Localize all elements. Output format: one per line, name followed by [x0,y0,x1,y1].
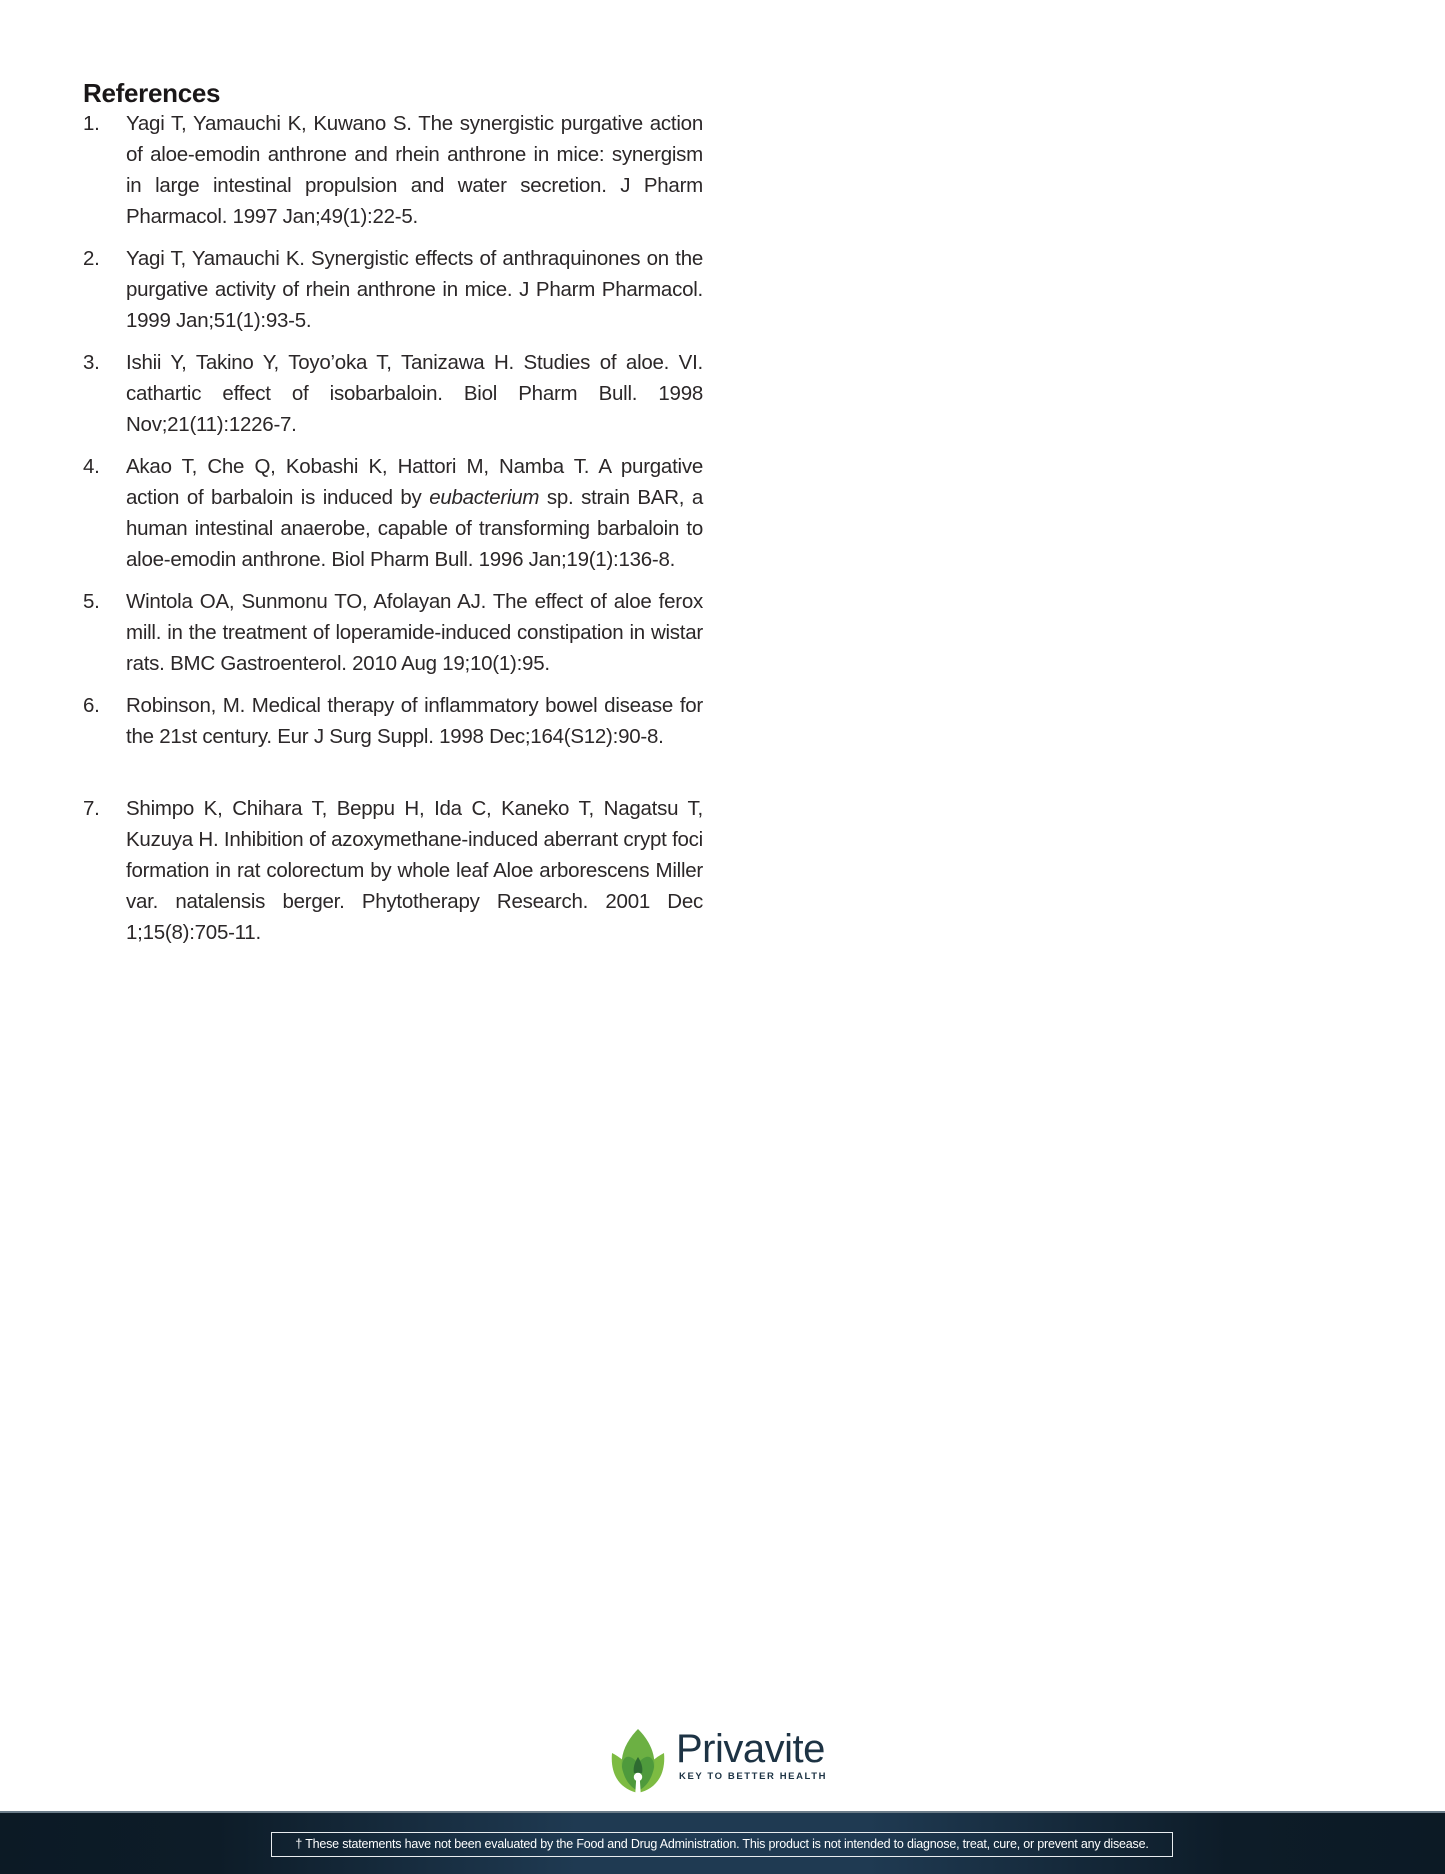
reference-item-1 [83,108,703,232]
species-name-italic: eubacterium [429,486,540,509]
reference-item-2 [83,243,703,336]
reference-number: 2. [83,247,100,270]
brand-tagline: KEY TO BETTER HEALTH [679,1771,828,1782]
reference-item-7 [83,793,703,948]
reference-number: 4. [83,455,100,478]
leaf-keyhole-icon [610,1727,666,1795]
reference-list [83,108,703,948]
reference-text: Yagi T, Yamauchi K. Synergistic effects of anthraquinones on the purgative activity of rhein anthrone in mice. J Pharm Pharmacol. 1999 Jan;51(1):93-5. [126,247,703,332]
reference-item-3 [83,347,703,440]
privavite-logo [610,1727,827,1795]
reference-number: 1. [83,112,100,135]
reference-number: 6. [83,694,100,717]
reference-text: Yagi T, Yamauchi K, Kuwano S. The synergistic purgative action of aloe-emodin anthrone and rhein anthrone in mice: synergism in large intestinal propulsion and water secretion. J Pharm Pharmacol. 1997 Jan;49(1):22-5. [126,112,703,228]
brand-text [676,1729,827,1783]
reference-text [126,455,703,571]
reference-item-5 [83,586,703,679]
reference-text-part: Akao T, Che Q, Kobashi K, Hattori M, Namba T. A purgative action of barbaloin is induced by [126,455,703,509]
brand-name: Privavite [676,1727,825,1771]
reference-text: Ishii Y, Takino Y, Toyo’oka T, Tanizawa H. Studies of aloe. VI. cathartic effect of isobarbaloin. Biol Pharm Bull. 1998 Nov;21(11):1226-7. [126,351,703,436]
reference-number: 5. [83,590,100,613]
reference-number: 3. [83,351,100,374]
footer-band [0,1811,1445,1874]
reference-number: 7. [83,797,100,820]
reference-item-6 [83,690,703,752]
fda-disclaimer: † These statements have not been evaluated by the Food and Drug Administration. This product is not intended to diagnose, treat, cure, or prevent any disease. [271,1832,1173,1857]
references-section [83,78,703,948]
reference-item-4 [83,451,703,575]
references-heading: References [83,78,221,108]
reference-text-part: sp. strain BAR, a human intestinal anaerobe, capable of transforming barbaloin to aloe-emodin anthrone. Biol Pharm Bull. 1996 Jan;19(1):136-8. [126,486,703,571]
reference-text: Shimpo K, Chihara T, Beppu H, Ida C, Kaneko T, Nagatsu T, Kuzuya H. Inhibition of azoxymethane-induced aberrant crypt foci formation in rat colorectum by whole leaf Aloe arborescens Miller var. natalensis berger. Phytotherapy Research. 2001 Dec 1;15(8):705-11. [126,797,703,944]
reference-text: Robinson, M. Medical therapy of inflammatory bowel disease for the 21st century. Eur J Surg Suppl. 1998 Dec;164(S12):90-8. [126,694,703,748]
reference-text: Wintola OA, Sunmonu TO, Afolayan AJ. The effect of aloe ferox mill. in the treatment of loperamide-induced constipation in wistar rats. BMC Gastroenterol. 2010 Aug 19;10(1):95. [126,590,703,675]
